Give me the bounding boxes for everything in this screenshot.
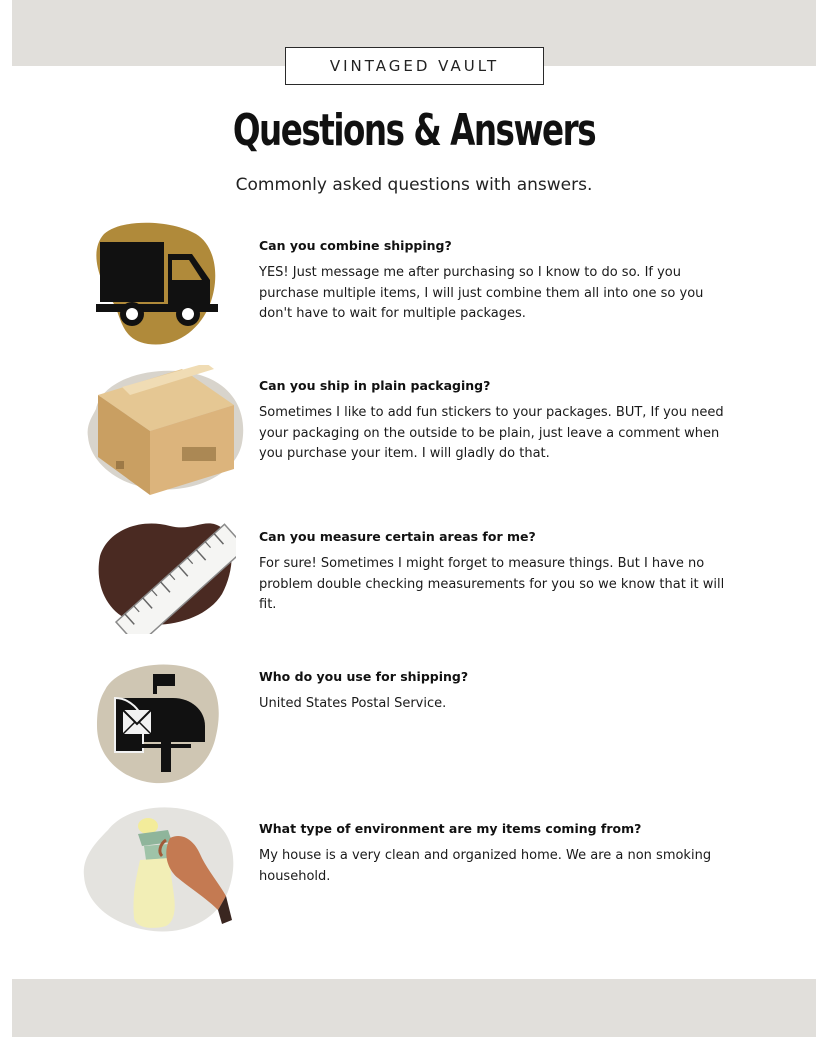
faq-question: Can you combine shipping? — [259, 238, 452, 253]
box-icon — [82, 365, 252, 495]
truck-icon — [92, 220, 222, 352]
faq-item — [259, 668, 729, 715]
faq-question: Can you measure certain areas for me? — [259, 529, 536, 544]
faq-item — [259, 528, 729, 616]
faq-question: Can you ship in plain packaging? — [259, 378, 491, 393]
mailbox-icon — [95, 660, 223, 788]
faq-question: Who do you use for shipping? — [259, 669, 469, 684]
faq-answer: Sometimes I like to add fun stickers to your packages. BUT, If you need your packaging on the outside to be plain, just leave a comment when you purchase your item. I will gladly do that. — [259, 405, 724, 461]
faq-answer: For sure! Sometimes I might forget to measure things. But I have no problem double checking measurements for you so we know that it will fit. — [259, 556, 725, 612]
bottom-band — [12, 979, 816, 1037]
faq-answer: YES! Just message me after purchasing so I know to do so. If you purchase multiple items, I will just combine them all into one so you don't have to wait for multiple packages. — [259, 265, 704, 321]
page-title: Questions & Answers — [232, 105, 596, 156]
faq-answer: My house is a very clean and organized home. We are a non smoking household. — [259, 848, 712, 884]
faq-item — [259, 820, 729, 887]
faq-answer: United States Postal Service. — [259, 696, 447, 711]
faq-question: What type of environment are my items coming from? — [259, 821, 642, 836]
spray-bottle-icon — [82, 800, 238, 936]
ruler-icon — [94, 510, 236, 634]
brand-name: VINTAGED VAULT — [329, 57, 500, 75]
faq-item — [259, 237, 729, 325]
faq-item — [259, 377, 729, 465]
brand-logo-box — [285, 47, 544, 85]
page-subtitle: Commonly asked questions with answers. — [235, 175, 593, 195]
